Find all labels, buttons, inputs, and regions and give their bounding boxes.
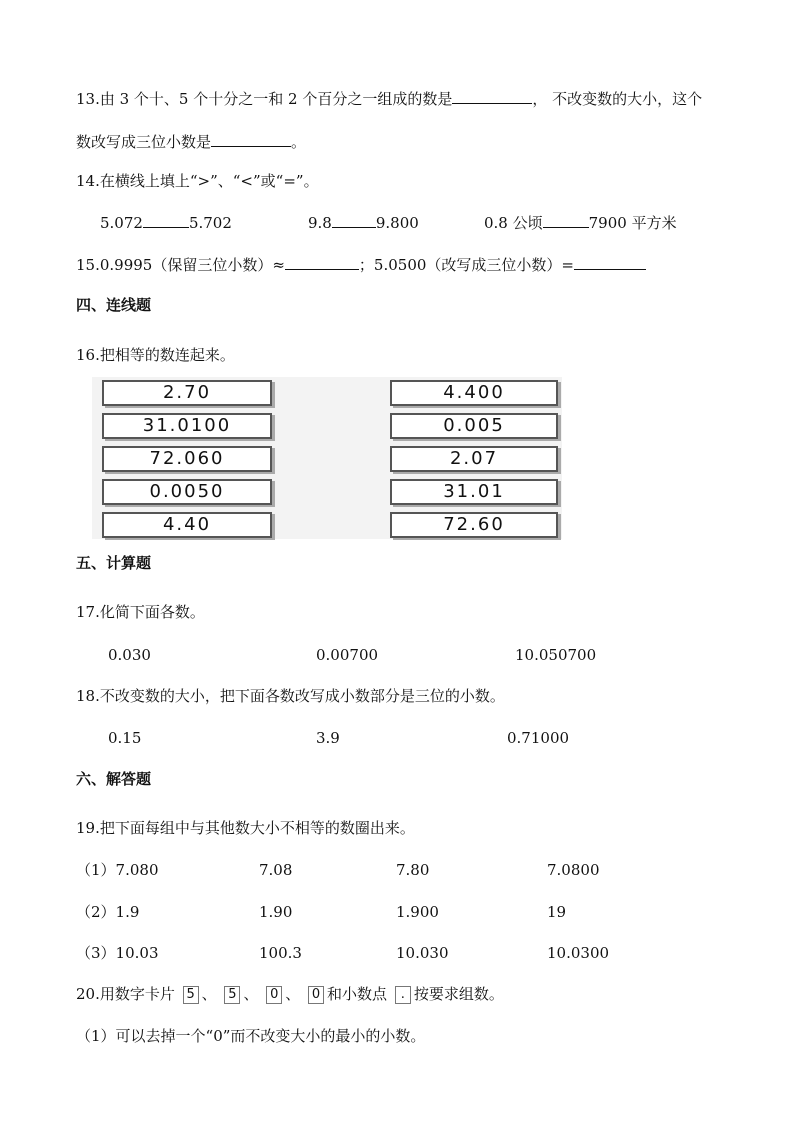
q20-mid: 和小数点	[327, 985, 388, 1003]
q17-item-1: 0.030	[108, 646, 151, 664]
q13-blank-2[interactable]	[211, 131, 291, 147]
q18-item-2: 3.9	[316, 729, 340, 747]
q19-row3-c3[interactable]: 10.030	[396, 944, 449, 962]
q20-sep-3: 、	[285, 985, 301, 1003]
q20-sub1: （1）可以去掉一个“0”而不改变大小的最小的小数。	[76, 1027, 426, 1045]
q18-title: 18.不改变数的大小，把下面各数改写成小数部分是三位的小数。	[76, 687, 505, 705]
q20-suffix: 按要求组数。	[413, 985, 504, 1003]
right-card-1[interactable]: 4.400	[390, 380, 558, 406]
q14-c-right: 7900 平方米	[588, 214, 677, 232]
q19-row2-c3[interactable]: 1.900	[396, 903, 439, 921]
q13-line2	[76, 131, 306, 152]
q14-title: 14.在横线上填上“>”、“<”或“=”。	[76, 172, 319, 190]
q15-text-a: 15.0.9995（保留三位小数）≈	[76, 256, 285, 274]
q13-text-c: 数改写成三位小数是	[76, 133, 212, 151]
q17-title: 17.化简下面各数。	[76, 603, 205, 621]
q13-blank-1[interactable]	[452, 88, 532, 104]
q14-item-a	[100, 212, 232, 233]
left-card-4[interactable]: 0.0050	[102, 479, 272, 505]
q14-a-blank[interactable]	[143, 212, 189, 228]
right-card-5[interactable]: 72.60	[390, 512, 558, 538]
q14-a-left: 5.072	[100, 214, 143, 232]
q19-row1-c4[interactable]: 7.0800	[547, 861, 600, 879]
right-card-3[interactable]: 2.07	[390, 446, 558, 472]
q19-row1-c3[interactable]: 7.80	[396, 861, 430, 879]
q15-blank-2[interactable]	[574, 254, 646, 270]
digit-card-1[interactable]: 5	[183, 986, 199, 1004]
q19-row1-c2[interactable]: 7.08	[259, 861, 293, 879]
q17-item-3: 10.050700	[515, 646, 597, 664]
q14-b-left: 9.8	[308, 214, 332, 232]
section-5-heading: 五、计算题	[76, 554, 152, 572]
q19-row2-c4[interactable]: 19	[547, 903, 567, 921]
digit-card-2[interactable]: 5	[224, 986, 240, 1004]
section-4-heading: 四、连线题	[76, 296, 152, 314]
q14-c-blank[interactable]	[543, 212, 589, 228]
q19-row1-c1[interactable]: （1）7.080	[76, 861, 159, 879]
q19-row3-c2[interactable]: 100.3	[259, 944, 302, 962]
digit-card-4[interactable]: 0	[308, 986, 324, 1004]
q20-line	[76, 984, 504, 1004]
q14-item-b	[308, 212, 419, 233]
q18-item-1: 0.15	[108, 729, 142, 747]
digit-card-3[interactable]: 0	[266, 986, 282, 1004]
q16-title: 16.把相等的数连起来。	[76, 346, 235, 364]
q14-item-c	[484, 212, 677, 233]
right-card-2[interactable]: 0.005	[390, 413, 558, 439]
q13-text-d: 。	[291, 133, 307, 151]
q20-prefix: 20.用数字卡片	[76, 985, 175, 1003]
q20-sep-2: 、	[243, 985, 259, 1003]
q17-item-2: 0.00700	[316, 646, 379, 664]
q14-b-blank[interactable]	[332, 212, 376, 228]
q15-text-b: ；5.0500（改写成三位小数）=	[358, 256, 574, 274]
q14-a-right: 5.702	[188, 214, 232, 232]
q13-line1	[76, 88, 702, 109]
q15-line	[76, 254, 646, 275]
q19-row2-c1[interactable]: （2）1.9	[76, 903, 140, 921]
left-card-5[interactable]: 4.40	[102, 512, 272, 538]
decimal-point-card[interactable]: .	[395, 986, 411, 1004]
q20-sep-1: 、	[201, 985, 217, 1003]
q13-text-a: 13.由 3 个十、5 个十分之一和 2 个百分之一组成的数是	[76, 90, 453, 108]
q19-row3-c1[interactable]: （3）10.03	[76, 944, 159, 962]
q14-b-right: 9.800	[375, 214, 419, 232]
q19-title: 19.把下面每组中与其他数大小不相等的数圈出来。	[76, 819, 415, 837]
q14-c-left: 0.8 公顷	[484, 214, 543, 232]
right-card-4[interactable]: 31.01	[390, 479, 558, 505]
q19-row2-c2[interactable]: 1.90	[259, 903, 293, 921]
q19-row3-c4[interactable]: 10.0300	[547, 944, 610, 962]
section-6-heading: 六、解答题	[76, 770, 152, 788]
left-card-2[interactable]: 31.0100	[102, 413, 272, 439]
q13-text-b: ， 不改变数的大小，这个	[532, 90, 703, 108]
left-card-1[interactable]: 2.70	[102, 380, 272, 406]
q18-item-3: 0.71000	[507, 729, 570, 747]
q15-blank-1[interactable]	[285, 254, 359, 270]
left-card-3[interactable]: 72.060	[102, 446, 272, 472]
